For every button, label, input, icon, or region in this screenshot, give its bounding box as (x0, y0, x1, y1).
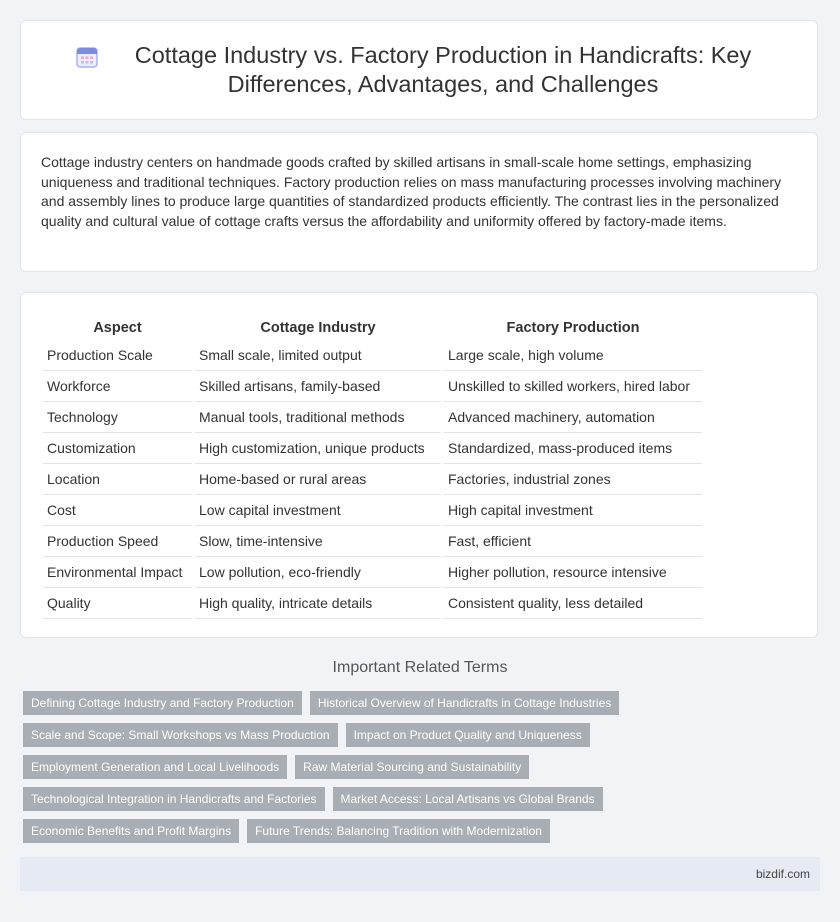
related-term-tag[interactable]: Market Access: Local Artisans vs Global Brands (333, 787, 603, 811)
column-header-factory: Factory Production (506, 320, 640, 336)
table-cell: High quality, intricate details (195, 588, 441, 619)
table-cell: Low pollution, eco-friendly (195, 557, 441, 588)
table-cell: Slow, time-intensive (195, 526, 441, 557)
table-cell: Large scale, high volume (444, 340, 702, 371)
table-cell: Environmental Impact (43, 557, 192, 588)
table-cell: Workforce (43, 371, 192, 402)
title-wrap (75, 41, 763, 99)
table-cell: Higher pollution, resource intensive (444, 557, 702, 588)
table-cell: Standardized, mass-produced items (444, 433, 702, 464)
table-cell: Quality (43, 588, 192, 619)
term-row (23, 755, 623, 779)
footer (20, 857, 820, 891)
related-terms-heading: Important Related Terms (332, 659, 508, 676)
table-cell: High capital investment (444, 495, 702, 526)
comparison-card (20, 292, 818, 638)
table-cell: Fast, efficient (444, 526, 702, 557)
related-term-tag[interactable]: Raw Material Sourcing and Sustainability (295, 755, 529, 779)
table-cell: Advanced machinery, automation (444, 402, 702, 433)
table-row (43, 433, 702, 464)
related-term-tag[interactable]: Scale and Scope: Small Workshops vs Mass Production (23, 723, 338, 747)
intro-paragraph: Cottage industry centers on handmade goods crafted by skilled artisans in small-scale home settings, emphasizing uniqueness and traditional techniques. Factory production relies on mass manufacturing processes involving machinery and assembly lines to produce large quantities of standardized products efficiently. The contrast lies in the personalized quality and cultural value of cottage crafts versus the affordability and uniformity offered by factory-made items. (41, 154, 782, 229)
related-term-tag[interactable]: Impact on Product Quality and Uniqueness (346, 723, 590, 747)
term-row (23, 723, 623, 747)
term-row (23, 787, 623, 811)
table-cell: Location (43, 464, 192, 495)
related-term-tag[interactable]: Economic Benefits and Profit Margins (23, 819, 239, 843)
calendar-icon (75, 45, 99, 69)
comparison-table (40, 315, 705, 619)
table-cell: Skilled artisans, family-based (195, 371, 441, 402)
table-cell: Production Speed (43, 526, 192, 557)
table-cell: Unskilled to skilled workers, hired labor (444, 371, 702, 402)
column-header-cottage: Cottage Industry (260, 320, 376, 336)
table-row (43, 557, 702, 588)
table-cell: Cost (43, 495, 192, 526)
table-row (43, 464, 702, 495)
table-cell: Production Scale (43, 340, 192, 371)
table-cell: Small scale, limited output (195, 340, 441, 371)
table-row (43, 588, 702, 619)
table-cell: Manual tools, traditional methods (195, 402, 441, 433)
related-term-tag[interactable]: Employment Generation and Local Livelihoods (23, 755, 287, 779)
table-cell: Consistent quality, less detailed (444, 588, 702, 619)
table-cell: Factories, industrial zones (444, 464, 702, 495)
table-cell: Technology (43, 402, 192, 433)
table-row (43, 526, 702, 557)
footer-brand-link[interactable]: bizdif.com (755, 867, 810, 881)
related-term-tag[interactable]: Historical Overview of Handicrafts in Cottage Industries (310, 691, 619, 715)
table-cell: Low capital investment (195, 495, 441, 526)
related-terms-list (23, 691, 623, 851)
table-row (43, 402, 702, 433)
term-row (23, 691, 623, 715)
related-term-tag[interactable]: Defining Cottage Industry and Factory Production (23, 691, 302, 715)
table-cell: High customization, unique products (195, 433, 441, 464)
term-row (23, 819, 623, 843)
title-card (20, 20, 818, 120)
page-title: Cottage Industry vs. Factory Production in Handicrafts: Key Differences, Advantages, and Challenges (134, 42, 752, 97)
table-cell: Customization (43, 433, 192, 464)
column-header-aspect: Aspect (93, 320, 142, 336)
intro-card (20, 132, 818, 272)
related-term-tag[interactable]: Technological Integration in Handicrafts and Factories (23, 787, 325, 811)
related-term-tag[interactable]: Future Trends: Balancing Tradition with Modernization (247, 819, 550, 843)
table-cell: Home-based or rural areas (195, 464, 441, 495)
table-row (43, 371, 702, 402)
table-header-row (43, 315, 702, 340)
table-row (43, 340, 702, 371)
table-row (43, 495, 702, 526)
